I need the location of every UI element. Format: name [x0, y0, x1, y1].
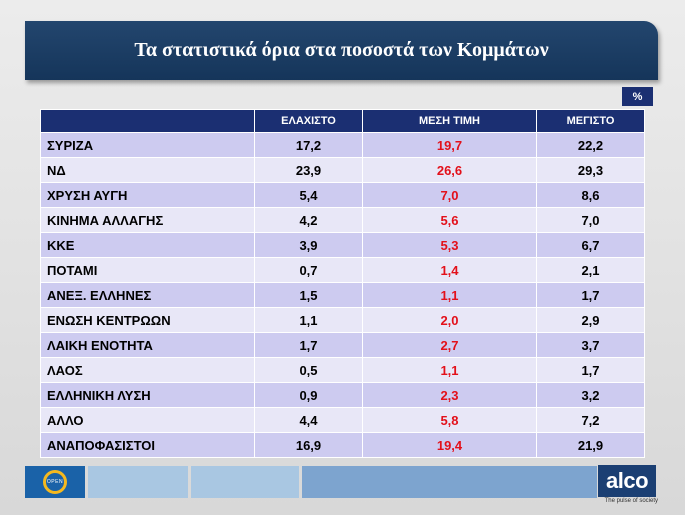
- min-cell: 5,4: [255, 183, 363, 208]
- min-cell: 23,9: [255, 158, 363, 183]
- table-row: [41, 383, 645, 408]
- min-cell: 1,5: [255, 283, 363, 308]
- footer-segment: [302, 466, 597, 498]
- table-row: [41, 333, 645, 358]
- min-cell: 4,2: [255, 208, 363, 233]
- footer-segment: [88, 466, 188, 498]
- min-cell: 16,9: [255, 433, 363, 458]
- min-cell: 0,5: [255, 358, 363, 383]
- max-cell: 2,9: [537, 308, 645, 333]
- max-cell: 29,3: [537, 158, 645, 183]
- party-cell: ΣΥΡΙΖΑ: [41, 133, 255, 158]
- open-logo: [25, 466, 85, 498]
- max-cell: 22,2: [537, 133, 645, 158]
- table-row: [41, 158, 645, 183]
- mean-cell: 5,3: [363, 233, 537, 258]
- open-ring-icon: [43, 470, 67, 494]
- results-table: [40, 109, 645, 458]
- party-cell: ΑΛΛΟ: [41, 408, 255, 433]
- table-row: [41, 183, 645, 208]
- unit-badge: %: [622, 87, 653, 106]
- min-cell: 4,4: [255, 408, 363, 433]
- min-cell: 1,1: [255, 308, 363, 333]
- mean-cell: 19,4: [363, 433, 537, 458]
- title-banner: [25, 21, 658, 80]
- mean-cell: 2,0: [363, 308, 537, 333]
- open-logo-text: OPEN: [46, 479, 64, 485]
- max-cell: 2,1: [537, 258, 645, 283]
- header-max: ΜΕΓΙΣΤΟ: [537, 110, 645, 133]
- table-row: [41, 408, 645, 433]
- mean-cell: 1,1: [363, 283, 537, 308]
- min-cell: 0,9: [255, 383, 363, 408]
- header-party: [41, 110, 255, 133]
- table-body: [41, 133, 645, 458]
- min-cell: 3,9: [255, 233, 363, 258]
- table-row: [41, 258, 645, 283]
- footer-segment: [191, 466, 299, 498]
- header-mean: ΜΕΣΗ ΤΙΜΗ: [363, 110, 537, 133]
- party-cell: ΛΑΟΣ: [41, 358, 255, 383]
- max-cell: 3,7: [537, 333, 645, 358]
- mean-cell: 5,8: [363, 408, 537, 433]
- max-cell: 8,6: [537, 183, 645, 208]
- party-cell: ΚΙΝΗΜΑ ΑΛΛΑΓΗΣ: [41, 208, 255, 233]
- party-cell: ΑΝΕΞ. ΕΛΛΗΝΕΣ: [41, 283, 255, 308]
- party-cell: ΝΔ: [41, 158, 255, 183]
- alco-tagline: The pulse of society: [604, 498, 658, 504]
- table-row: [41, 358, 645, 383]
- table-header-row: [41, 110, 645, 133]
- alco-logo-text: alco: [598, 465, 656, 497]
- min-cell: 0,7: [255, 258, 363, 283]
- party-cell: ΑΝΑΠΟΦΑΣΙΣΤΟΙ: [41, 433, 255, 458]
- party-cell: ΚΚΕ: [41, 233, 255, 258]
- max-cell: 21,9: [537, 433, 645, 458]
- footer-strip: [25, 466, 597, 498]
- mean-cell: 2,7: [363, 333, 537, 358]
- party-cell: ΕΛΛΗΝΙΚΗ ΛΥΣΗ: [41, 383, 255, 408]
- party-cell: ΧΡΥΣΗ ΑΥΓΗ: [41, 183, 255, 208]
- party-cell: ΛΑΙΚΗ ΕΝΟΤΗΤΑ: [41, 333, 255, 358]
- min-cell: 17,2: [255, 133, 363, 158]
- mean-cell: 2,3: [363, 383, 537, 408]
- header-min: ΕΛΑΧΙΣΤΟ: [255, 110, 363, 133]
- table-row: [41, 308, 645, 333]
- max-cell: 3,2: [537, 383, 645, 408]
- mean-cell: 5,6: [363, 208, 537, 233]
- min-cell: 1,7: [255, 333, 363, 358]
- max-cell: 7,0: [537, 208, 645, 233]
- party-cell: ΠΟΤΑΜΙ: [41, 258, 255, 283]
- party-cell: ΕΝΩΣΗ ΚΕΝΤΡΩΩΝ: [41, 308, 255, 333]
- max-cell: 1,7: [537, 283, 645, 308]
- table-row: [41, 283, 645, 308]
- mean-cell: 7,0: [363, 183, 537, 208]
- table-row: [41, 133, 645, 158]
- alco-logo: [598, 465, 658, 507]
- mean-cell: 1,4: [363, 258, 537, 283]
- mean-cell: 19,7: [363, 133, 537, 158]
- mean-cell: 26,6: [363, 158, 537, 183]
- max-cell: 1,7: [537, 358, 645, 383]
- page-title: Τα στατιστικά όρια στα ποσοστά των Κομμάτων: [134, 39, 549, 61]
- max-cell: 6,7: [537, 233, 645, 258]
- max-cell: 7,2: [537, 408, 645, 433]
- table-row: [41, 433, 645, 458]
- mean-cell: 1,1: [363, 358, 537, 383]
- table-row: [41, 233, 645, 258]
- table-row: [41, 208, 645, 233]
